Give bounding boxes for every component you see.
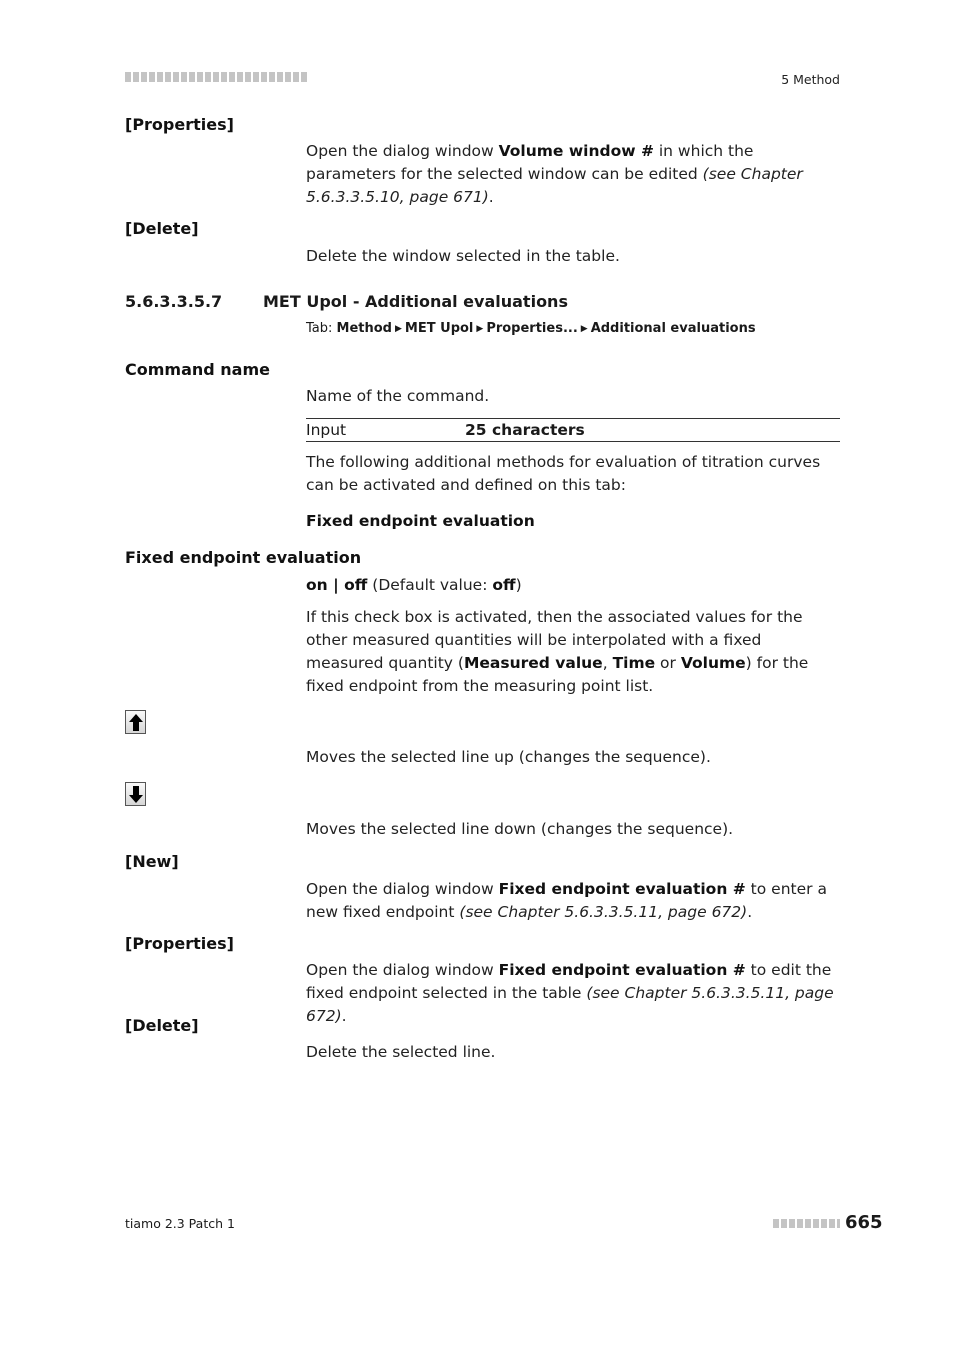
term-command-name: Command name (125, 360, 270, 379)
desc-move-down: Moves the selected line down (changes the sequence). (306, 820, 734, 838)
chapter-reference[interactable]: (see Chapter 5.6.3.3.5.11, page 672) (306, 984, 834, 1025)
desc-delete: Delete the window selected in the table. (306, 247, 620, 265)
move-up-button[interactable] (125, 710, 146, 734)
fixed-default: on | off (Default value: off) (306, 576, 522, 594)
arrow-up-icon (128, 713, 144, 732)
move-down-button[interactable] (125, 782, 146, 806)
desc-move-up: Moves the selected line up (changes the sequence). (306, 748, 711, 766)
section-number: 5.6.3.3.5.7 (125, 292, 223, 311)
footer-product: tiamo 2.3 Patch 1 (125, 1216, 235, 1231)
desc-fixed-endpoint: If this check box is activated, then the associated values for the other measured quantities will be interpolated with a fixed measured quantity (Measured value, Time or Volume) for the fixed endpoint from the measuring point list. (306, 608, 809, 695)
desc-properties-2: Open the dialog window Fixed endpoint evaluation # to edit the fixed endpoint selected in the table (see Chapter 5.6.3.3.5.11, page 672). (306, 961, 834, 1025)
method-fixed-endpoint: Fixed endpoint evaluation (306, 512, 535, 530)
desc-following: The following additional methods for evaluation of titration curves can be activated and defined on this tab: (306, 453, 821, 494)
term-fixed-endpoint: Fixed endpoint evaluation (125, 548, 362, 567)
input-spec-table (306, 418, 840, 442)
arrow-right-icon: ▶ (395, 324, 402, 334)
input-key: Input (306, 421, 347, 439)
page-number: 665 (845, 1212, 883, 1233)
chapter-reference[interactable]: (see Chapter 5.6.3.3.5.11, page 672) (459, 903, 748, 921)
chapter-reference[interactable]: (see Chapter 5.6.3.3.5.10, page 671) (306, 165, 803, 206)
term-properties-2: [Properties] (125, 934, 234, 953)
arrow-down-icon (128, 785, 144, 804)
desc-delete-2: Delete the selected line. (306, 1043, 496, 1061)
header-chapter: 5 Method (781, 72, 840, 87)
tab-path: Tab: Method ▶ MET Upol ▶ Properties... ▶ Additional evaluations (306, 321, 756, 336)
input-value: 25 characters (465, 421, 585, 439)
arrow-right-icon: ▶ (580, 324, 588, 334)
term-delete-2: [Delete] (125, 1016, 199, 1035)
desc-command-name: Name of the command. (306, 387, 490, 405)
term-delete: [Delete] (125, 219, 199, 238)
term-properties: [Properties] (125, 115, 234, 134)
arrow-right-icon: ▶ (476, 324, 484, 334)
section-title: MET Upol - Additional evaluations (263, 292, 568, 311)
header-decoration (125, 72, 307, 82)
desc-properties: Open the dialog window Volume window # in which the parameters for the selected window can be edited (see Chapter 5.6.3.3.5.10, page 671). (306, 142, 803, 206)
desc-new: Open the dialog window Fixed endpoint evaluation # to enter a new fixed endpoint (see Chapter 5.6.3.3.5.11, page 672). (306, 880, 827, 921)
footer-decoration (773, 1219, 840, 1228)
term-new: [New] (125, 852, 179, 871)
